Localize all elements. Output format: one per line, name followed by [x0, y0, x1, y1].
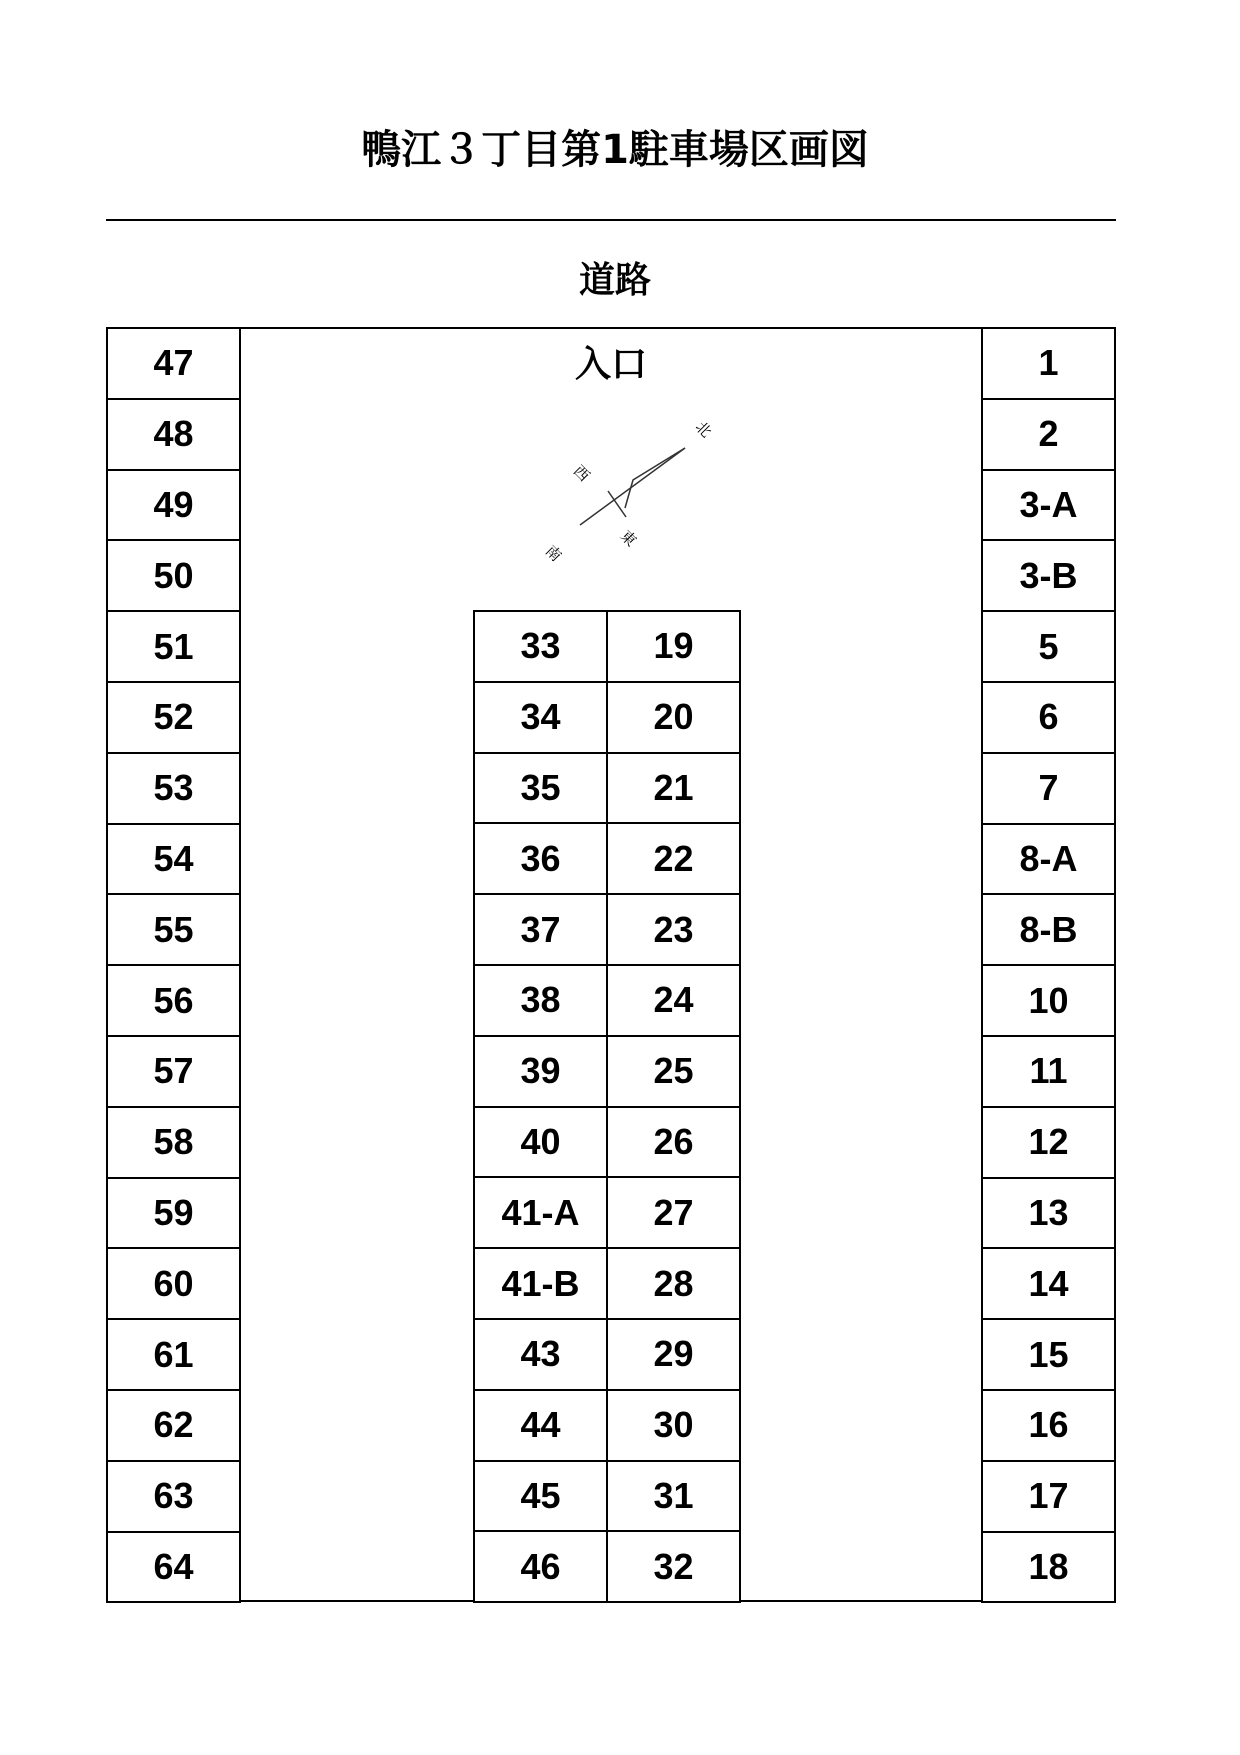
parking-stall: 59: [106, 1177, 241, 1250]
parking-stall: 15: [981, 1318, 1116, 1391]
parking-stall: 14: [981, 1247, 1116, 1320]
parking-stall: 6: [981, 681, 1116, 754]
parking-stall: 48: [106, 398, 241, 471]
parking-stall: 57: [106, 1035, 241, 1108]
parking-stall: 60: [106, 1247, 241, 1320]
entrance-label: 入口: [574, 344, 647, 385]
parking-stall: 51: [106, 610, 241, 683]
parking-stall: 3-B: [981, 539, 1116, 612]
parking-stall: 54: [106, 823, 241, 896]
compass-south: 南: [541, 541, 566, 566]
parking-stall: 36: [473, 822, 608, 895]
parking-stall: 22: [606, 822, 741, 895]
parking-stall: 29: [606, 1318, 741, 1391]
parking-stall: 13: [981, 1177, 1116, 1250]
parking-stall: 21: [606, 752, 741, 825]
parking-stall: 46: [473, 1530, 608, 1603]
parking-stall: 26: [606, 1106, 741, 1179]
parking-stall: 19: [606, 610, 741, 683]
parking-stall: 45: [473, 1460, 608, 1533]
parking-stall: 7: [981, 752, 1116, 825]
parking-stall: 18: [981, 1531, 1116, 1604]
parking-stall: 43: [473, 1318, 608, 1391]
parking-stall: 8-B: [981, 893, 1116, 966]
parking-stall: 63: [106, 1460, 241, 1533]
compass-west: 西: [569, 461, 594, 486]
parking-stall: 16: [981, 1389, 1116, 1462]
parking-stall: 62: [106, 1389, 241, 1462]
parking-stall: 27: [606, 1176, 741, 1249]
road-label: 道路: [578, 260, 651, 301]
compass-north: 北: [691, 417, 716, 442]
parking-stall: 17: [981, 1460, 1116, 1533]
parking-stall: 5: [981, 610, 1116, 683]
parking-stall: 61: [106, 1318, 241, 1391]
compass-icon: [530, 405, 730, 585]
parking-stall: 41-B: [473, 1247, 608, 1320]
parking-stall: 1: [981, 327, 1116, 400]
parking-stall: 37: [473, 893, 608, 966]
parking-stall: 47: [106, 327, 241, 400]
parking-stall: 35: [473, 752, 608, 825]
parking-stall: 41-A: [473, 1176, 608, 1249]
title-divider: [106, 219, 1116, 221]
parking-stall: 25: [606, 1035, 741, 1108]
parking-stall: 28: [606, 1247, 741, 1320]
parking-stall: 50: [106, 539, 241, 612]
parking-stall: 49: [106, 469, 241, 542]
parking-stall: 39: [473, 1035, 608, 1108]
parking-stall: 55: [106, 893, 241, 966]
parking-stall: 11: [981, 1035, 1116, 1108]
parking-stall: 3-A: [981, 469, 1116, 542]
parking-stall: 20: [606, 681, 741, 754]
page-title: 鴨江３丁目第1駐車場区画図: [361, 127, 869, 173]
parking-stall: 44: [473, 1389, 608, 1462]
parking-stall: 23: [606, 893, 741, 966]
parking-stall: 10: [981, 964, 1116, 1037]
parking-stall: 56: [106, 964, 241, 1037]
parking-stall: 32: [606, 1530, 741, 1603]
parking-stall: 64: [106, 1531, 241, 1604]
parking-stall: 2: [981, 398, 1116, 471]
parking-stall: 58: [106, 1106, 241, 1179]
parking-stall: 31: [606, 1460, 741, 1533]
parking-stall: 8-A: [981, 823, 1116, 896]
parking-stall: 53: [106, 752, 241, 825]
compass-east: 東: [616, 526, 641, 551]
parking-stall: 34: [473, 681, 608, 754]
parking-stall: 52: [106, 681, 241, 754]
parking-stall: 24: [606, 964, 741, 1037]
parking-stall: 30: [606, 1389, 741, 1462]
parking-stall: 12: [981, 1106, 1116, 1179]
parking-stall: 33: [473, 610, 608, 683]
parking-stall: 40: [473, 1106, 608, 1179]
parking-stall: 38: [473, 964, 608, 1037]
